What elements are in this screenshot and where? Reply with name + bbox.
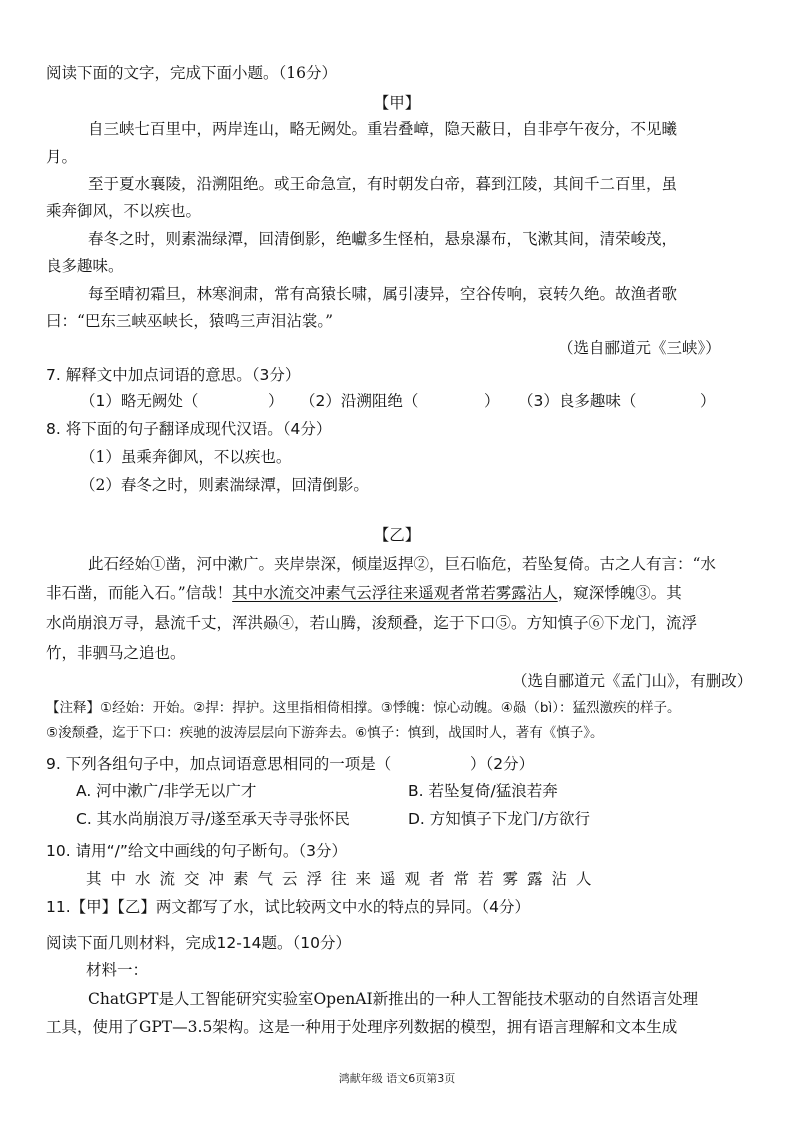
underlined-sentence: 其中水流交冲素气云浮往来遥观者常若雾露沾人 [232, 584, 558, 602]
passage-yi-line [46, 582, 682, 604]
question-8-sentence-2: （2）春冬之时，则素湍绿潭，回清倒影。 [80, 476, 369, 494]
question-7-item-2: （2）沿溯阻绝（ [300, 392, 419, 410]
question-7-item-2-close: ） [484, 392, 500, 410]
passage-jia-line: 每至晴初霜旦，林寒涧肃，常有高猿长啸，属引凄异，空谷传响，哀转久绝。故渔者歌 [88, 285, 678, 303]
passage-yi-line: 水尚崩浪万寻，悬流千丈，浑洪赑④，若山腾，浚颓叠，迄于下口⑤。方知慎子⑥下龙门，流浮 [46, 614, 698, 632]
question-7-item-1: （1）略无阙处（ [80, 392, 199, 410]
passage-yi-heading: 【乙】 [373, 526, 421, 544]
page-footer: 鸿献年级 语文6页第3页 [338, 1072, 456, 1085]
passage-jia-line: 春冬之时，则素湍绿潭，回清倒影，绝巘多生怪柏，悬泉瀑布，飞漱其间，清荣峻茂， [88, 230, 678, 248]
intro-reading-2: 阅读下面几则材料，完成12-14题。（10分） [46, 934, 352, 952]
question-9-close: ）（2分） [470, 755, 535, 773]
question-9: 9. 下列各组句子中，加点词语意思相同的一项是（ [46, 755, 392, 773]
material-1-line: ChatGPT是人工智能研究实验室OpenAI新推出的一种人工智能技术驱动的自然语言处理 [88, 990, 699, 1008]
question-9-option-c: C. 其水尚崩浪万寻/遂至承天寺寻张怀民 [76, 810, 350, 828]
question-9-option-d: D. 方知慎子下龙门/方欲行 [408, 810, 591, 828]
intro-reading-1: 阅读下面的文字，完成下面小题。（16分） [46, 64, 337, 82]
question-9-option-a: A. 河中漱广/非学无以广才 [76, 782, 257, 800]
material-1-line: 工具，使用了GPT—3.5架构。这是一种用于处理序列数据的模型，拥有语言理解和文本生成 [46, 1018, 678, 1036]
annotation-line: ⑤浚颓叠，迄于下口：疾驰的波涛层层向下游奔去。⑥慎子：慎到，战国时人，著有《慎子》。 [46, 725, 604, 741]
passage-jia-line: 自三峡七百里中，两岸连山，略无阙处。重岩叠嶂，隐天蔽日，自非亭午夜分，不见曦 [88, 120, 678, 138]
question-7-item-3: （3）良多趣味（ [518, 392, 637, 410]
passage-jia-line: 至于夏水襄陵，沿溯阻绝。或王命急宣，有时朝发白帝，暮到江陵，其间千二百里，虽 [88, 175, 678, 193]
passage-jia-heading: 【甲】 [373, 94, 421, 112]
passage-yi-source: （选自郦道元《孟门山》，有删改） [512, 672, 753, 690]
passage-jia-line: 曰：“巴东三峡巫峡长，猿鸣三声泪沾裳。” [46, 312, 334, 330]
annotation-line: 【注释】①经始：开始。②捍：捍护。这里指相倚相撑。③悸魄：惊心动魄。④赑（bì）：猛烈激疾的样子。 [46, 700, 681, 716]
passage-yi-text: 非石凿，而能入石。”信哉！ [46, 584, 233, 602]
passage-yi-line: 竹，非驷马之追也。 [46, 644, 186, 662]
passage-jia-line: 乘奔御风，不以疾也。 [46, 202, 202, 220]
question-11: 11.【甲】【乙】两文都写了水，试比较两文中水的特点的异同。（4分） [46, 898, 531, 916]
question-10: 10. 请用“/”给文中画线的句子断句。（3分） [46, 842, 347, 860]
passage-yi-text: ，窥深悸魄③。其 [557, 584, 682, 602]
material-1-label: 材料一： [86, 961, 149, 979]
passage-jia-line: 月。 [46, 148, 78, 166]
question-7-item-3-close: ） [700, 392, 716, 410]
question-7-item-1-close: ） [268, 392, 284, 410]
question-8: 8. 将下面的句子翻译成现代汉语。（4分） [46, 420, 332, 438]
question-8-sentence-1: （1）虽乘奔御风，不以疾也。 [80, 448, 292, 466]
passage-jia-source: （选自郦道元《三峡》） [558, 339, 721, 357]
question-9-option-b: B. 若坠复倚/猛浪若奔 [408, 782, 558, 800]
passage-jia-line: 良多趣味。 [46, 257, 124, 275]
question-10-sentence: 其中水流交冲素气云浮往来遥观者常若雾露沾人 [86, 870, 601, 888]
question-7: 7. 解释文中加点词语的意思。（3分） [46, 366, 301, 384]
passage-yi-line: 此石经始①凿，河中漱广。夹岸崇深，倾崖返捍②，巨石临危，若坠复倚。古之人有言：“水 [88, 555, 716, 573]
